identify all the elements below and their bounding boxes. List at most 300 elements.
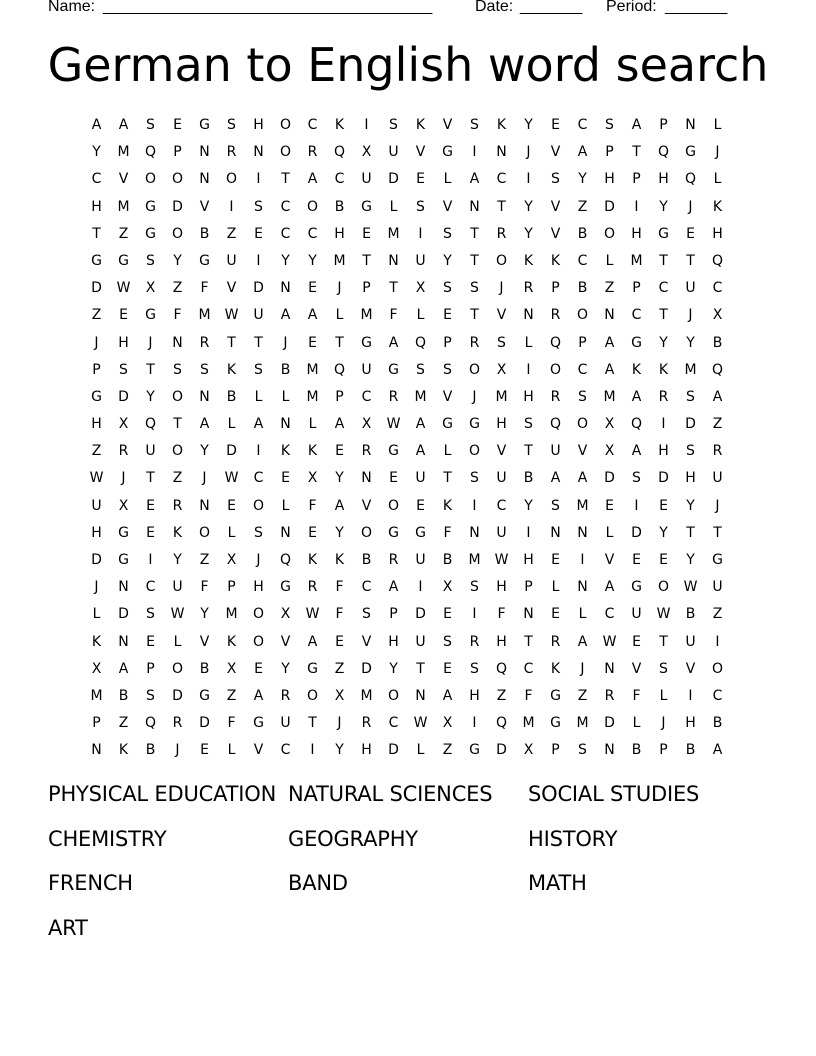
grid-letter: E — [443, 660, 452, 677]
grid-letter: L — [713, 117, 722, 133]
grid-letter: A — [577, 633, 588, 650]
grid-letter: S — [254, 198, 263, 215]
grid-letter: N — [361, 470, 372, 487]
grid-letter: A — [199, 416, 210, 433]
grid-letter: D — [604, 715, 615, 732]
grid-letter: W — [224, 307, 239, 324]
grid-letter: K — [226, 361, 237, 378]
grid-letter: U — [685, 280, 696, 297]
grid-letter: L — [389, 198, 398, 215]
grid-letter: X — [523, 742, 534, 759]
grid-letter: R — [658, 388, 669, 405]
grid-letter: H — [91, 524, 102, 541]
grid-letter: D — [604, 198, 615, 215]
grid-letter: H — [388, 633, 399, 650]
grid-letter: B — [199, 225, 210, 242]
grid-letter: X — [442, 715, 453, 732]
grid-letter: H — [118, 334, 129, 351]
grid-letter: P — [524, 579, 533, 596]
grid-letter: L — [281, 388, 290, 405]
grid-letter: M — [495, 388, 508, 405]
grid-letter: A — [307, 633, 318, 650]
grid-letter: L — [227, 416, 236, 433]
grid-letter: F — [335, 579, 344, 596]
grid-letter: I — [256, 443, 261, 460]
grid-letter: Y — [308, 252, 317, 269]
grid-letter: N — [253, 144, 264, 161]
grid-letter: C — [712, 280, 723, 297]
grid-letter: Y — [686, 497, 695, 514]
grid-letter: G — [91, 388, 102, 405]
grid-letter: X — [91, 660, 102, 677]
grid-letter: O — [711, 660, 724, 677]
grid-letter: D — [604, 470, 615, 487]
grid-letter: B — [361, 552, 372, 568]
grid-letter: F — [524, 687, 533, 704]
grid-letter: L — [254, 388, 263, 405]
grid-letter: N — [118, 579, 129, 596]
grid-letter: T — [686, 252, 695, 269]
grid-letter: O — [576, 416, 589, 433]
grid-letter: S — [146, 687, 155, 704]
grid-letter: D — [172, 198, 183, 215]
grid-letter: U — [496, 524, 507, 541]
grid-letter: R — [118, 443, 129, 460]
grid-letter: P — [92, 715, 101, 732]
grid-letter: U — [415, 552, 426, 568]
grid-letter: M — [306, 388, 319, 405]
grid-letter: A — [334, 416, 345, 433]
grid-letter: J — [94, 334, 99, 351]
grid-letter: I — [256, 171, 261, 188]
page-title: German to English word search — [47, 38, 769, 92]
grid-letter: Q — [144, 416, 157, 433]
grid-letter: A — [307, 171, 318, 188]
word-list-item: BAND — [288, 871, 348, 896]
grid-letter: E — [551, 117, 560, 133]
grid-letter: G — [280, 579, 291, 596]
grid-letter: I — [715, 633, 720, 650]
grid-letter: L — [227, 742, 236, 759]
grid-letter: M — [387, 225, 400, 242]
grid-letter: D — [118, 388, 129, 405]
grid-letter: B — [442, 552, 453, 568]
grid-letter: I — [472, 715, 477, 732]
grid-letter: P — [632, 171, 641, 188]
grid-letter: S — [524, 416, 533, 433]
grid-letter: T — [686, 524, 695, 541]
grid-letter: S — [362, 606, 371, 623]
grid-letter: A — [253, 687, 264, 704]
grid-letter: Z — [604, 280, 615, 297]
grid-letter: I — [580, 552, 585, 568]
grid-letter: Y — [524, 117, 533, 133]
grid-letter: A — [307, 307, 318, 324]
grid-letter: U — [226, 252, 237, 269]
grid-letter: A — [415, 443, 426, 460]
grid-letter: D — [631, 524, 642, 541]
grid-letter: R — [307, 579, 318, 596]
grid-letter: O — [603, 225, 616, 242]
grid-letter: E — [227, 497, 236, 514]
grid-letter: I — [310, 742, 315, 759]
grid-letter: W — [89, 470, 104, 487]
grid-letter: N — [199, 171, 210, 188]
grid-letter: Y — [200, 606, 209, 623]
grid-letter: X — [361, 144, 372, 161]
grid-letter: G — [712, 552, 723, 568]
grid-letter: K — [226, 633, 237, 650]
grid-letter: C — [577, 361, 588, 378]
grid-letter: Y — [686, 552, 695, 568]
grid-letter: S — [659, 660, 668, 677]
grid-letter: J — [661, 715, 666, 732]
grid-letter: D — [118, 606, 129, 623]
grid-letter: J — [121, 470, 126, 487]
grid-letter: R — [361, 715, 372, 732]
grid-letter: T — [416, 660, 425, 677]
grid-letter: O — [279, 144, 292, 161]
grid-letter: E — [659, 552, 668, 568]
grid-letter: A — [118, 660, 129, 677]
grid-letter: N — [280, 416, 291, 433]
grid-letter: A — [577, 144, 588, 161]
grid-letter: H — [658, 171, 669, 188]
grid-letter: A — [577, 470, 588, 487]
grid-letter: U — [550, 443, 561, 460]
grid-letter: L — [443, 171, 452, 188]
grid-letter: T — [92, 225, 101, 242]
grid-letter: V — [550, 198, 561, 215]
grid-letter: E — [551, 552, 560, 568]
grid-letter: O — [225, 171, 238, 188]
grid-letter: O — [171, 443, 184, 460]
grid-letter: C — [577, 252, 588, 269]
grid-letter: E — [443, 307, 452, 324]
grid-letter: V — [199, 633, 210, 650]
grid-letter: W — [386, 416, 401, 433]
grid-letter: Z — [91, 307, 102, 324]
grid-letter: C — [604, 606, 615, 623]
grid-letter: Z — [172, 280, 183, 297]
grid-letter: U — [712, 470, 723, 487]
grid-letter: L — [713, 171, 722, 188]
grid-letter: D — [388, 171, 399, 188]
grid-letter: A — [550, 470, 561, 487]
grid-letter: R — [172, 715, 183, 732]
grid-letter: A — [415, 416, 426, 433]
grid-letter: G — [550, 715, 561, 732]
grid-letter: N — [604, 307, 615, 324]
grid-letter: G — [631, 334, 642, 351]
grid-letter: B — [577, 225, 588, 242]
grid-letter: Z — [334, 660, 345, 677]
grid-letter: M — [576, 715, 589, 732]
grid-letter: E — [173, 117, 182, 133]
grid-letter: T — [497, 198, 506, 215]
grid-letter: V — [442, 198, 453, 215]
grid-letter: H — [253, 579, 264, 596]
grid-letter: V — [226, 280, 237, 297]
grid-letter: I — [472, 606, 477, 623]
grid-letter: S — [470, 470, 479, 487]
date-blank-line: _______ — [520, 0, 583, 15]
grid-letter: V — [631, 660, 642, 677]
grid-letter: M — [414, 388, 427, 405]
grid-letter: K — [91, 633, 102, 650]
grid-letter: O — [198, 524, 211, 541]
grid-letter: T — [524, 443, 533, 460]
grid-letter: F — [227, 715, 236, 732]
grid-letter: J — [283, 334, 288, 351]
grid-letter: K — [550, 660, 561, 677]
grid-letter: P — [578, 334, 587, 351]
grid-letter: A — [253, 416, 264, 433]
grid-letter: F — [173, 307, 182, 324]
grid-letter: N — [604, 742, 615, 759]
grid-letter: I — [526, 361, 531, 378]
grid-letter: O — [144, 171, 157, 188]
grid-letter: O — [360, 524, 373, 541]
word-list-item: PHYSICAL EDUCATION — [48, 782, 277, 806]
grid-letter: Z — [712, 606, 723, 623]
grid-letter: A — [334, 497, 345, 514]
grid-letter: D — [199, 715, 210, 732]
grid-letter: C — [361, 388, 372, 405]
letter-grid — [83, 112, 731, 765]
word-list-item: SOCIAL STUDIES — [528, 782, 700, 806]
grid-letter: V — [415, 144, 426, 161]
grid-letter: Y — [443, 252, 452, 269]
grid-letter: I — [688, 687, 693, 704]
grid-letter: U — [253, 307, 264, 324]
grid-letter: X — [604, 416, 615, 433]
grid-letter: B — [199, 660, 210, 677]
grid-letter: U — [145, 443, 156, 460]
grid-letter: S — [146, 606, 155, 623]
grid-letter: S — [605, 117, 614, 133]
grid-letter: Q — [711, 252, 724, 269]
grid-letter: G — [91, 252, 102, 269]
grid-letter: Z — [91, 443, 102, 460]
grid-letter: R — [388, 388, 399, 405]
grid-letter: O — [252, 606, 265, 623]
grid-letter: C — [523, 660, 534, 677]
grid-letter: B — [280, 361, 291, 378]
grid-letter: J — [688, 198, 693, 215]
grid-letter: S — [443, 361, 452, 378]
grid-letter: I — [634, 497, 639, 514]
grid-letter: M — [684, 361, 697, 378]
grid-letter: E — [362, 225, 371, 242]
grid-letter: R — [280, 687, 291, 704]
grid-letter: Y — [524, 198, 533, 215]
grid-letter: S — [443, 633, 452, 650]
grid-letter: I — [148, 552, 153, 568]
grid-letter: R — [361, 443, 372, 460]
grid-letter: Y — [173, 252, 182, 269]
grid-letter: D — [415, 606, 426, 623]
grid-letter: N — [415, 687, 426, 704]
grid-letter: E — [551, 606, 560, 623]
grid-letter: C — [307, 225, 318, 242]
grid-letter: P — [551, 280, 560, 297]
grid-letter: G — [388, 361, 399, 378]
grid-letter: T — [335, 334, 344, 351]
grid-letter: E — [119, 307, 128, 324]
grid-letter: Q — [333, 144, 346, 161]
grid-letter: Y — [281, 660, 290, 677]
grid-letter: K — [334, 117, 345, 133]
grid-letter: G — [118, 524, 129, 541]
grid-letter: U — [280, 715, 291, 732]
grid-letter: E — [254, 225, 263, 242]
grid-letter: Y — [92, 144, 101, 161]
grid-letter: V — [361, 497, 372, 514]
grid-letter: J — [202, 470, 207, 487]
grid-letter: F — [497, 606, 506, 623]
grid-letter: B — [712, 715, 723, 732]
grid-letter: S — [173, 361, 182, 378]
grid-letter: U — [496, 470, 507, 487]
grid-letter: C — [496, 171, 507, 188]
grid-letter: T — [308, 715, 317, 732]
grid-letter: M — [576, 497, 589, 514]
grid-letter: C — [496, 497, 507, 514]
grid-letter: Q — [549, 334, 562, 351]
grid-letter: M — [603, 388, 616, 405]
grid-letter: L — [578, 606, 587, 623]
grid-letter: N — [118, 633, 129, 650]
grid-letter: Y — [200, 443, 209, 460]
grid-letter: M — [360, 307, 373, 324]
grid-letter: G — [415, 524, 426, 541]
grid-letter: U — [712, 579, 723, 596]
grid-letter: G — [658, 225, 669, 242]
grid-letter: U — [631, 606, 642, 623]
grid-letter: B — [523, 470, 534, 487]
grid-letter: X — [496, 361, 507, 378]
grid-letter: H — [658, 443, 669, 460]
grid-letter: H — [496, 579, 507, 596]
grid-letter: O — [468, 361, 481, 378]
grid-letter: A — [469, 171, 480, 188]
grid-letter: A — [631, 388, 642, 405]
grid-letter: F — [200, 280, 209, 297]
grid-letter: X — [415, 280, 426, 297]
grid-letter: P — [173, 144, 182, 161]
grid-letter: G — [388, 443, 399, 460]
grid-letter: H — [253, 117, 264, 133]
grid-letter: Z — [118, 715, 129, 732]
grid-letter: L — [632, 715, 641, 732]
grid-letter: I — [472, 144, 477, 161]
grid-letter: S — [497, 334, 506, 351]
grid-letter: N — [199, 144, 210, 161]
grid-letter: H — [91, 416, 102, 433]
grid-letter: P — [632, 280, 641, 297]
grid-letter: T — [632, 144, 641, 161]
grid-letter: C — [280, 198, 291, 215]
grid-letter: X — [226, 552, 237, 568]
word-list-item: FRENCH — [48, 871, 133, 896]
grid-letter: Y — [389, 660, 398, 677]
grid-letter: K — [631, 361, 642, 378]
grid-letter: N — [496, 144, 507, 161]
grid-letter: A — [280, 307, 291, 324]
grid-letter: P — [227, 579, 236, 596]
grid-letter: K — [334, 552, 345, 568]
grid-letter: E — [443, 606, 452, 623]
grid-letter: C — [577, 117, 588, 133]
grid-letter: T — [470, 225, 479, 242]
word-list-item: NATURAL SCIENCES — [288, 782, 493, 806]
grid-letter: T — [146, 361, 155, 378]
grid-letter: Z — [172, 470, 183, 487]
grid-letter: S — [200, 361, 209, 378]
grid-letter: R — [496, 225, 507, 242]
grid-letter: T — [227, 334, 236, 351]
word-list-item: ART — [48, 916, 88, 941]
grid-letter: W — [602, 633, 617, 650]
grid-letter: A — [604, 361, 615, 378]
grid-letter: L — [443, 443, 452, 460]
grid-letter: O — [279, 117, 292, 133]
grid-letter: S — [254, 361, 263, 378]
grid-letter: G — [199, 687, 210, 704]
grid-letter: J — [526, 144, 531, 161]
grid-letter: Q — [495, 715, 508, 732]
grid-letter: V — [550, 225, 561, 242]
grid-letter: V — [496, 443, 507, 460]
grid-letter: I — [364, 117, 369, 133]
grid-letter: F — [389, 307, 398, 324]
grid-letter: O — [171, 388, 184, 405]
grid-letter: G — [199, 252, 210, 269]
grid-letter: P — [92, 361, 101, 378]
grid-letter: S — [443, 225, 452, 242]
grid-letter: U — [91, 497, 102, 514]
grid-letter: L — [92, 606, 101, 623]
grid-letter: U — [388, 144, 399, 161]
grid-letter: V — [442, 388, 453, 405]
grid-letter: B — [712, 334, 723, 351]
grid-letter: C — [361, 579, 372, 596]
grid-letter: E — [254, 660, 263, 677]
grid-letter: L — [524, 334, 533, 351]
grid-letter: R — [469, 633, 480, 650]
grid-letter: G — [253, 715, 264, 732]
grid-letter: C — [253, 470, 264, 487]
grid-letter: M — [333, 252, 346, 269]
grid-letter: X — [442, 579, 453, 596]
grid-letter: A — [118, 117, 129, 133]
grid-letter: X — [334, 687, 345, 704]
grid-letter: C — [334, 171, 345, 188]
period-label: Period: — [606, 0, 657, 15]
grid-letter: Z — [496, 687, 507, 704]
grid-letter: D — [91, 280, 102, 297]
grid-letter: V — [577, 443, 588, 460]
grid-letter: T — [659, 633, 668, 650]
grid-letter: Y — [686, 334, 695, 351]
grid-letter: N — [388, 252, 399, 269]
grid-letter: B — [334, 198, 345, 215]
grid-letter: C — [658, 280, 669, 297]
grid-letter: M — [360, 687, 373, 704]
grid-letter: U — [361, 171, 372, 188]
grid-letter: S — [578, 388, 587, 405]
